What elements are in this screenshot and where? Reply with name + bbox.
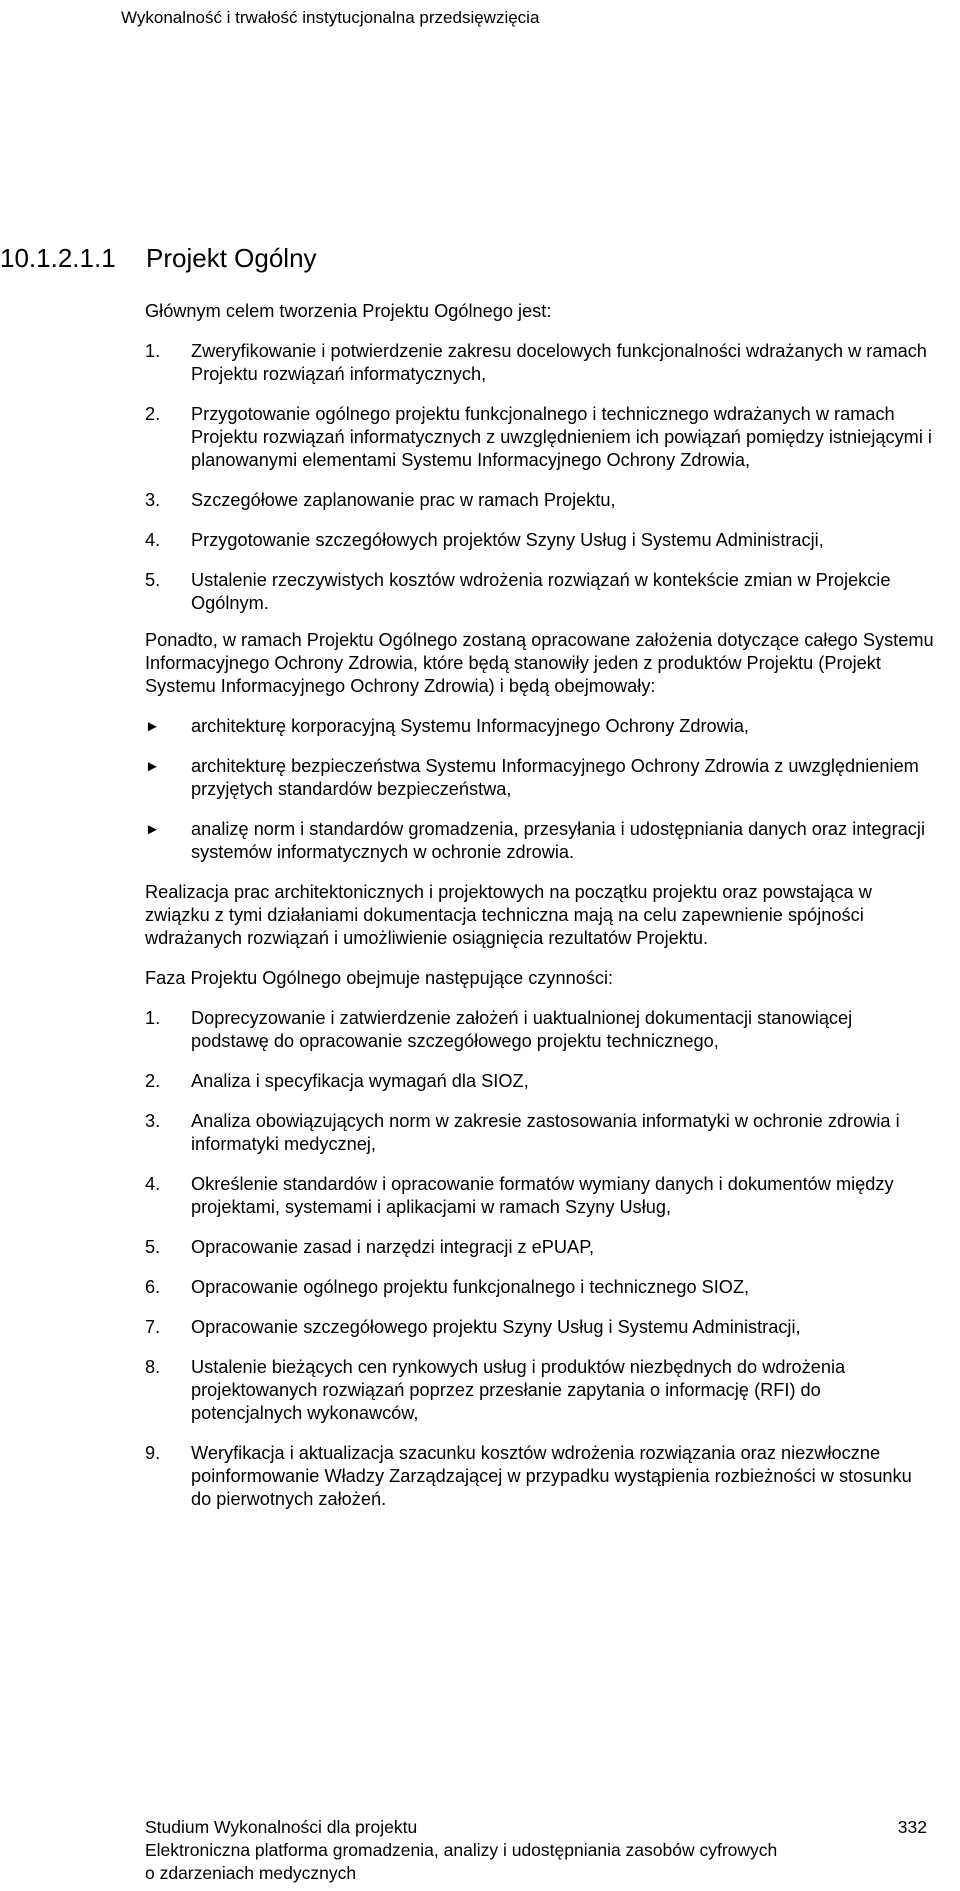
list-item <box>145 403 935 472</box>
list-number: 2. <box>145 404 161 424</box>
bullet-item <box>145 818 935 864</box>
bullet-list <box>145 715 935 864</box>
list-number: 5. <box>145 570 161 590</box>
list-item <box>145 1110 935 1156</box>
list-number: 2. <box>145 1071 161 1091</box>
list-item-text: Zweryfikowanie i potwierdzenie zakresu docelowych funkcjonalności wdrażanych w ramach Projektu rozwiązań informatycznych, <box>191 341 927 384</box>
footer-line: o zdarzeniach medycznych <box>145 1863 357 1883</box>
list-item-text: Opracowanie zasad i narzędzi integracji z ePUAP, <box>191 1237 595 1257</box>
list-number: 4. <box>145 530 161 550</box>
bullet-item-text: analizę norm i standardów gromadzenia, przesyłania i udostępniania danych oraz integracji systemów informatycznych w ochronie zdrowia. <box>191 819 925 862</box>
list-number: 1. <box>145 341 161 361</box>
list-item <box>145 1356 935 1425</box>
list-item-text: Analiza i specyfikacja wymagań dla SIOZ, <box>191 1071 529 1091</box>
list-item <box>145 1236 935 1259</box>
triangle-bullet-icon: ► <box>145 718 160 735</box>
list-number: 9. <box>145 1443 161 1463</box>
realizacja-paragraph: Realizacja prac architektonicznych i projektowych na początku projektu oraz powstająca w związku z tymi działaniami dokumentacja techniczna mają na celu zapewnienie spójności wdrażanych rozwiązań i umożliwienie osiągnięcia rezultatów Projektu. <box>145 882 872 948</box>
list-item-text: Opracowanie ogólnego projektu funkcjonalnego i technicznego SIOZ, <box>191 1277 750 1297</box>
list-item-text: Opracowanie szczegółowego projektu Szyny Usług i Systemu Administracji, <box>191 1317 801 1337</box>
list-number: 5. <box>145 1237 161 1257</box>
activities-list <box>145 1007 935 1511</box>
footer-line: Studium Wykonalności dla projektu <box>145 1817 418 1837</box>
ponadto-paragraph: Ponadto, w ramach Projektu Ogólnego zostaną opracowane założenia dotyczące całego Systemu Informacyjnego Ochrony Zdrowia, które będą stanowiły jeden z produktów Projektu (Projekt Systemu Informacyjnego Ochrony Zdrowia) i będą obejmowały: <box>145 630 934 696</box>
list-item-text: Doprecyzowanie i zatwierdzenie założeń i uaktualnionej dokumentacji stanowiącej podstawę do opracowanie szczegółowego projektu technicznego, <box>191 1008 853 1051</box>
bullet-item <box>145 715 935 738</box>
section-heading <box>0 243 317 274</box>
section-title: Projekt Ogólny <box>146 243 317 273</box>
list-number: 3. <box>145 490 161 510</box>
list-item <box>145 1007 935 1053</box>
list-item-text: Przygotowanie szczegółowych projektów Szyny Usług i Systemu Administracji, <box>191 530 824 550</box>
bullet-item-text: architekturę korporacyjną Systemu Informacyjnego Ochrony Zdrowia, <box>191 716 749 736</box>
list-item <box>145 1276 935 1299</box>
faza-paragraph: Faza Projektu Ogólnego obejmuje następujące czynności: <box>145 968 614 988</box>
bullet-item <box>145 755 935 801</box>
list-item-text: Weryfikacja i aktualizacja szacunku kosztów wdrożenia rozwiązania oraz niezwłoczne poinformowanie Władzy Zarządzającej w przypadku wystąpienia rozbieżności w stosunku do pierwotnych założeń. <box>191 1443 912 1509</box>
bullet-item-text: architekturę bezpieczeństwa Systemu Informacyjnego Ochrony Zdrowia z uwzględnieniem przyjętych standardów bezpieczeństwa, <box>191 756 919 799</box>
list-item-text: Przygotowanie ogólnego projektu funkcjonalnego i technicznego wdrażanych w ramach Projektu rozwiązań informatycznych z uwzględnieniem ich powiązań pomiędzy istniejącymi i planowanymi elementami Systemu Informacyjnego Ochrony Zdrowia, <box>191 404 932 470</box>
list-item-text: Szczegółowe zaplanowanie prac w ramach Projektu, <box>191 490 616 510</box>
list-item <box>145 1316 935 1339</box>
list-number: 1. <box>145 1008 161 1028</box>
triangle-bullet-icon: ► <box>145 758 160 775</box>
list-number: 3. <box>145 1111 161 1131</box>
list-number: 6. <box>145 1277 161 1297</box>
list-item <box>145 1442 935 1511</box>
footer-line: Elektroniczna platforma gromadzenia, analizy i udostępniania zasobów cyfrowych <box>145 1840 778 1860</box>
intro-paragraph: Głównym celem tworzenia Projektu Ogólnego jest: <box>145 301 552 321</box>
triangle-bullet-icon: ► <box>145 821 160 838</box>
running-header: Wykonalność i trwałość instytucjonalna przedsięwzięcia <box>121 8 540 27</box>
list-item-text: Analiza obowiązujących norm w zakresie zastosowania informatyki w ochronie zdrowia i informatyki medycznej, <box>191 1111 900 1154</box>
page-footer <box>145 1816 935 1885</box>
list-item-text: Ustalenie rzeczywistych kosztów wdrożenia rozwiązań w kontekście zmian w Projekcie Ogólnym. <box>191 570 891 613</box>
page-number: 332 <box>897 1817 927 1837</box>
list-number: 7. <box>145 1317 161 1337</box>
list-item <box>145 529 935 552</box>
list-item <box>145 1070 935 1093</box>
list-number: 8. <box>145 1357 161 1377</box>
goals-list <box>145 340 935 615</box>
list-item <box>145 569 935 615</box>
list-number: 4. <box>145 1174 161 1194</box>
list-item <box>145 340 935 386</box>
list-item-text: Określenie standardów i opracowanie formatów wymiany danych i dokumentów między projektami, systemami i aplikacjami w ramach Szyny Usług, <box>191 1174 894 1217</box>
document-body <box>145 300 935 1528</box>
list-item <box>145 489 935 512</box>
list-item <box>145 1173 935 1219</box>
list-item-text: Ustalenie bieżących cen rynkowych usług i produktów niezbędnych do wdrożenia projektowanych rozwiązań poprzez przesłanie zapytania o informację (RFI) do potencjalnych wykonawców, <box>191 1357 846 1423</box>
section-number: 10.1.2.1.1 <box>0 243 116 273</box>
